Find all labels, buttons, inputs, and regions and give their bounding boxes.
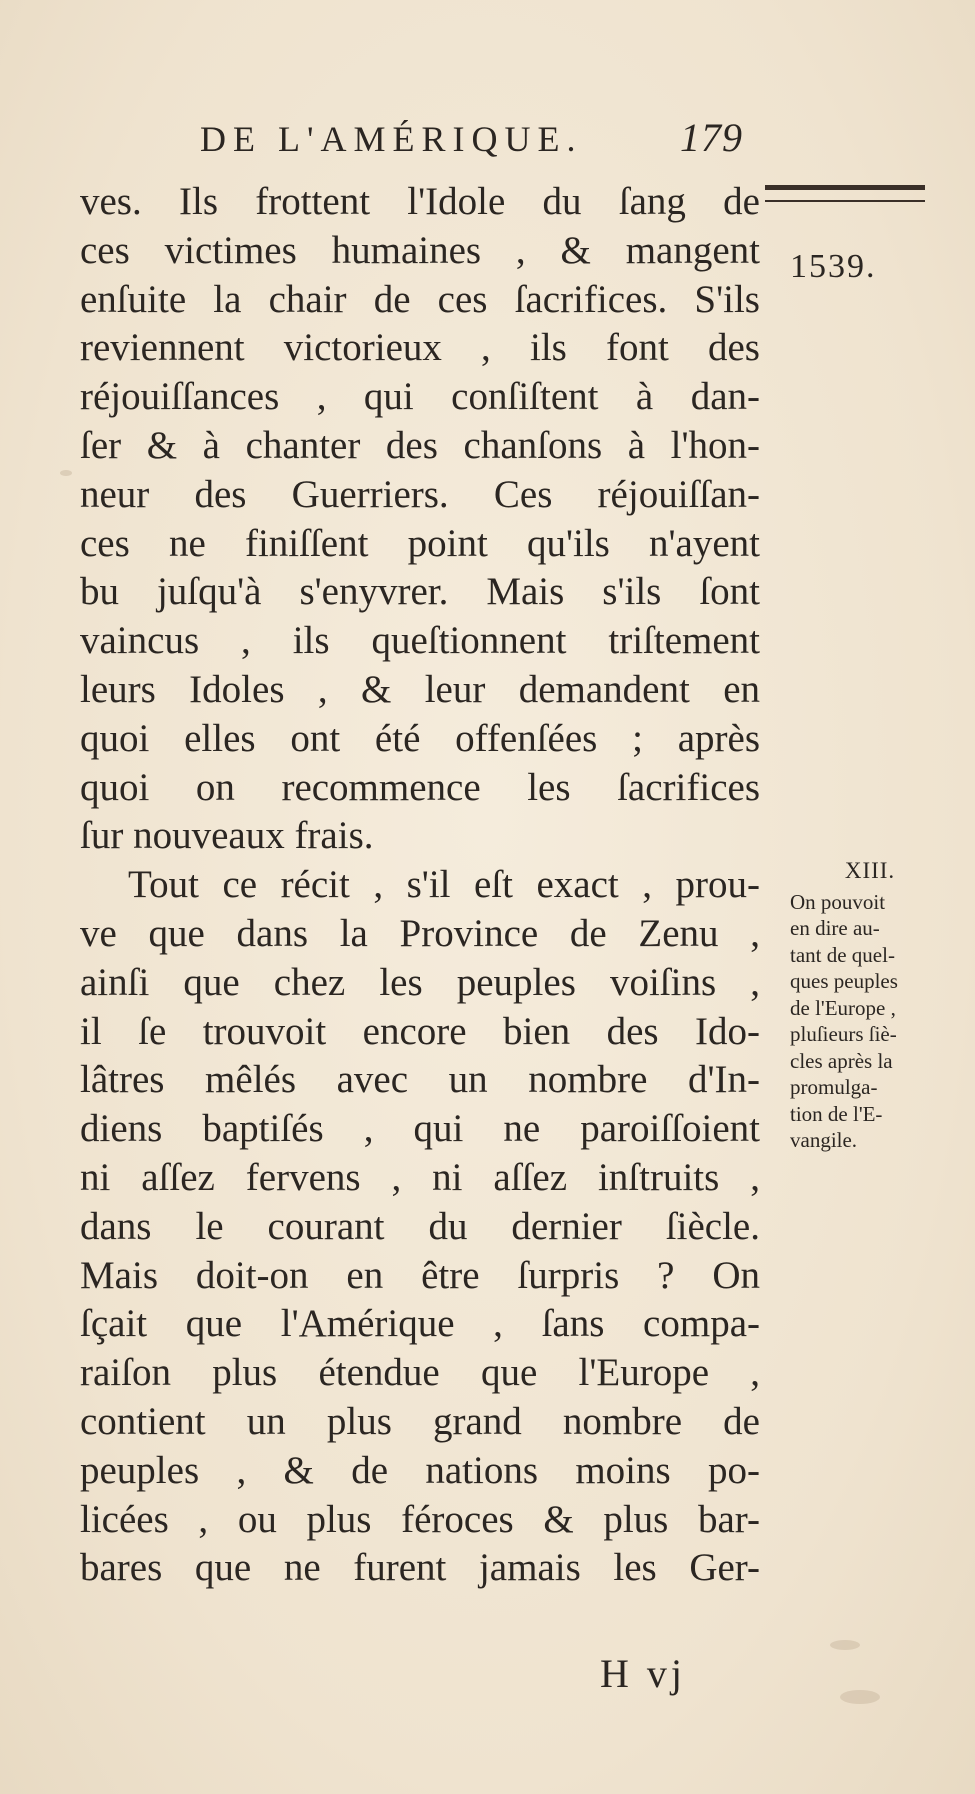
marginal-note-line: promulga- <box>790 1075 878 1099</box>
text-line: leurs Idoles , & leur demandent en <box>80 667 760 711</box>
text-line: bares que ne furent jamais les Ger- <box>80 1546 760 1590</box>
body-text <box>80 178 760 1593</box>
margin-year: 1539. <box>790 248 877 285</box>
text-line: vaincus , ils queſtionnent triſtement <box>80 619 760 663</box>
text-line: quoi elles ont été offenſées ; après <box>80 716 760 760</box>
marginal-note-line: pluſieurs ſiè- <box>790 1022 897 1046</box>
page-header <box>200 115 760 160</box>
text-line: diens baptiſés , qui ne paroiſſoient <box>80 1107 760 1151</box>
text-line: Mais doit-on en être ſurpris ? On <box>80 1253 760 1297</box>
text-line: ainſi que chez les peuples voiſins , <box>80 960 760 1004</box>
text-line: raiſon plus étendue que l'Europe , <box>80 1351 760 1395</box>
text-line: Tout ce récit , s'il eſt exact , prou- <box>128 863 760 907</box>
marginal-note-line: tant de quel- <box>790 942 895 967</box>
text-line: réjouiſſances , qui conſiſtent à dan- <box>80 375 760 419</box>
text-line: quoi on recommence les ſacrifices <box>80 765 760 809</box>
text-line: ve que dans la Province de Zenu , <box>80 911 760 955</box>
marginal-note-line: cles après la <box>790 1048 893 1073</box>
signature-mark: H vj <box>600 1651 686 1696</box>
paper-stain <box>60 470 72 476</box>
margin-ornament-rule <box>765 185 925 203</box>
text-line: ces ne finiſſent point qu'ils n'ayent <box>80 521 760 565</box>
text-line: reviennent victorieux , ils font des <box>80 326 760 370</box>
text-line: lâtres mêlés avec un nombre d'In- <box>80 1058 760 1102</box>
text-line: ces victimes humaines , & mangent <box>80 228 760 272</box>
text-line: licées , ou plus féroces & plus bar- <box>80 1497 760 1541</box>
text-line: peuples , & de nations moins po- <box>80 1448 760 1492</box>
marginal-note-line: On pouvoit <box>790 889 886 914</box>
marginal-note-line: tion de l'E- <box>790 1101 883 1126</box>
marginal-note <box>790 858 950 1154</box>
text-line: dans le courant du dernier ſiècle. <box>80 1204 760 1248</box>
text-line: ſer & à chanter des chanſons à l'hon- <box>80 423 760 467</box>
text-line: ſçait que l'Amérique , ſans compa- <box>80 1302 760 1346</box>
running-title: DE L'AMÉRIQUE. <box>200 119 583 159</box>
text-line: il ſe trouvoit encore bien des Ido- <box>80 1009 760 1053</box>
paper-stain <box>830 1640 860 1650</box>
marginal-note-line: ques peuples <box>790 969 898 993</box>
text-line: ves. Ils frottent l'Idole du ſang de <box>80 180 760 223</box>
paper-stain <box>840 1690 880 1704</box>
page-number: 179 <box>680 115 743 160</box>
text-line: contient un plus grand nombre de <box>80 1399 760 1443</box>
text-line: ſur nouveaux frais. <box>80 814 374 858</box>
marginal-note-numeral: XIII. <box>844 858 896 883</box>
text-line: neur des Guerriers. Ces réjouiſſan- <box>80 472 760 516</box>
text-line: ni aſſez fervens , ni aſſez inſtruits , <box>80 1155 760 1199</box>
marginal-note-line: en dire au- <box>790 916 880 940</box>
text-line: enſuite la chair de ces ſacrifices. S'ils <box>80 277 760 321</box>
marginal-note-line: vangile. <box>790 1128 858 1152</box>
text-line: bu juſqu'à s'enyvrer. Mais s'ils ſont <box>80 570 760 614</box>
marginal-note-line: de l'Europe , <box>790 995 896 1020</box>
